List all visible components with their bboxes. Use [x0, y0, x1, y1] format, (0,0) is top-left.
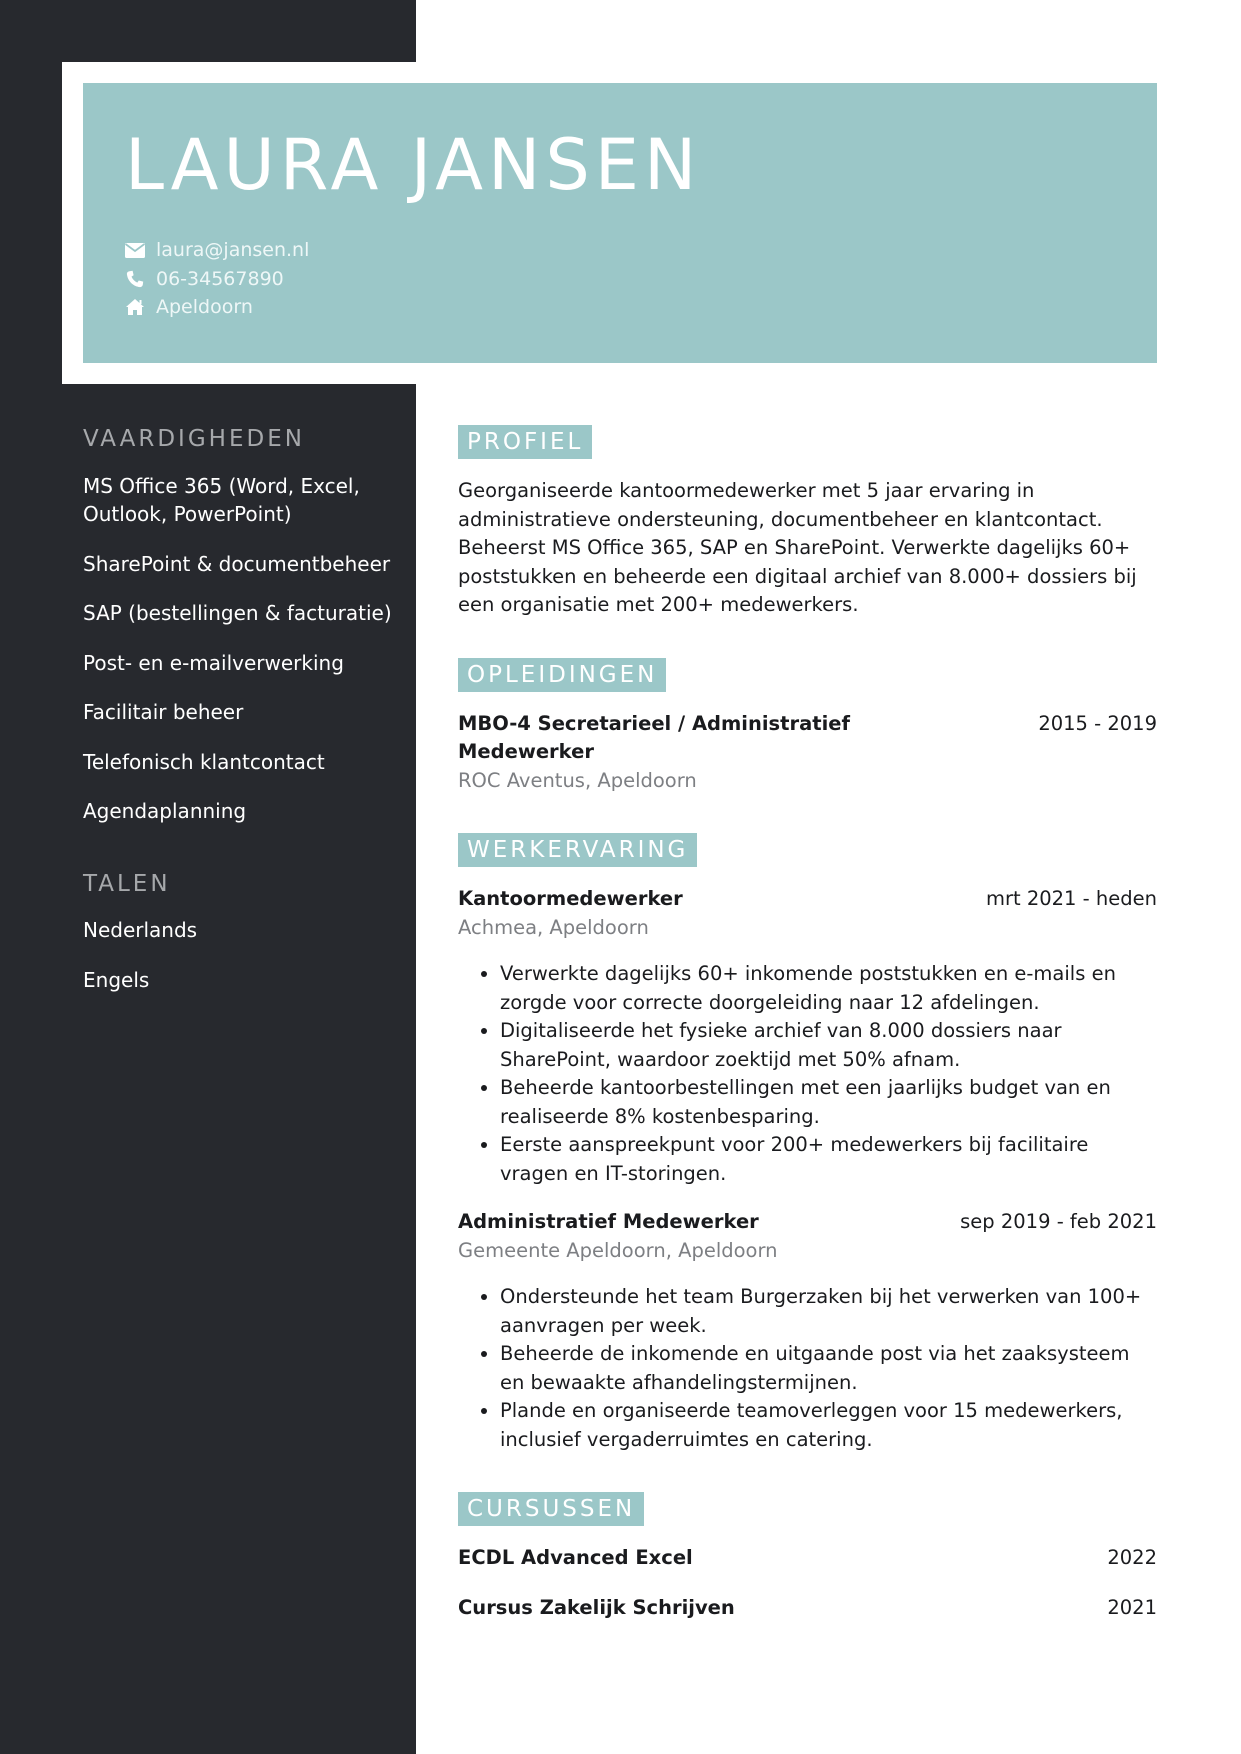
course-entry [458, 1544, 1157, 1573]
job-bullet: • Plande en organiseerde teamoverleggen voor 15 medewerkers, inclusief vergaderruimtes en catering. [500, 1397, 1157, 1454]
profile-section [458, 425, 1157, 620]
skill-item: SAP (bestellingen & facturatie) [83, 601, 392, 626]
education-heading: OPLEIDINGEN [458, 658, 666, 692]
courses-section [458, 1492, 1157, 1622]
main-content [458, 425, 1157, 1622]
job-company: Gemeente Apeldoorn, Apeldoorn [458, 1238, 778, 1262]
contact-email-text[interactable]: laura@jansen.nl [156, 239, 310, 262]
contact-location-text: Apeldoorn [156, 296, 253, 319]
languages-heading: TALEN [83, 870, 171, 897]
contact-location [124, 293, 309, 322]
job-date: sep 2019 - feb 2021 [960, 1210, 1157, 1233]
language-item: Engels [83, 967, 150, 992]
education-title: MBO-4 Secretarieel / Administratief Medewerker [458, 711, 850, 763]
profile-heading: PROFIEL [458, 425, 592, 459]
envelope-icon [124, 240, 146, 260]
job-bullets [458, 1283, 1157, 1454]
course-title: Cursus Zakelijk Schrijven [458, 1595, 735, 1619]
job-title: Kantoormedewerker [458, 887, 683, 910]
job-bullet: • Ondersteunde het team Burgerzaken bij het verwerken van 100+ aanvragen per week. [500, 1283, 1157, 1340]
job-company: Achmea, Apeldoorn [458, 915, 649, 939]
education-entry-header [458, 710, 1157, 767]
course-date: 2021 [1107, 1595, 1157, 1619]
skill-item: Facilitair beheer [83, 700, 244, 725]
phone-icon [124, 269, 146, 289]
experience-entry-header [458, 1208, 1157, 1237]
education-section [458, 658, 1157, 796]
contact-list [124, 236, 309, 322]
contact-email [124, 236, 309, 265]
education-institution: ROC Aventus, Apeldoorn [458, 768, 697, 792]
skill-item: SharePoint & documentbeheer [83, 551, 391, 576]
header [83, 83, 1157, 363]
experience-entry [458, 1208, 1157, 1454]
education-entry [458, 710, 1157, 796]
contact-phone-text[interactable]: 06-34567890 [156, 267, 284, 290]
experience-section [458, 833, 1157, 1454]
job-date: mrt 2021 - heden [985, 887, 1157, 910]
home-icon [124, 297, 146, 317]
profile-text: Georganiseerde kantoormedewerker met 5 jaar ervaring in administratieve ondersteuning, documentbeheer en klantcontact. Beheerst MS Office 365, SAP en SharePoint. Verwerkte dagelijks 60+ poststukken en beheerde een digitaal archief van 8.000+ dossiers bij een organisatie met 200+ medewerkers. [458, 479, 1137, 616]
job-bullets [458, 960, 1157, 1188]
sidebar-content [83, 426, 393, 1015]
job-bullet: • Verwerkte dagelijks 60+ inkomende poststukken en e-mails en zorgde voor correcte doorgeleiding naar 12 afdelingen. [500, 960, 1157, 1017]
job-bullet: • Digitaliseerde het fysieke archief van 8.000 dossiers naar SharePoint, waardoor zoektijd met 50% afnam. [500, 1017, 1157, 1074]
courses-heading: CURSUSSEN [458, 1492, 644, 1526]
contact-phone [124, 265, 309, 294]
skill-item: Agendaplanning [83, 799, 247, 824]
course-entry [458, 1594, 1157, 1623]
skill-item: MS Office 365 (Word, Excel, Outlook, PowerPoint) [83, 473, 360, 527]
experience-heading: WERKERVARING [458, 833, 697, 867]
skill-item: Telefonisch klantcontact [83, 749, 325, 774]
language-item: Nederlands [83, 918, 198, 943]
education-date: 2015 - 2019 [1038, 711, 1157, 735]
skill-item: Post- en e-mailverwerking [83, 650, 344, 675]
experience-entry-header [458, 885, 1157, 914]
job-bullet: • Beheerde kantoorbestellingen met een jaarlijks budget van en realiseerde 8% kostenbesparing. [500, 1074, 1157, 1131]
job-bullet: • Beheerde de inkomende en uitgaande post via het zaaksysteem en bewaakte afhandelingstermijnen. [500, 1340, 1157, 1397]
candidate-name: LAURA JANSEN [125, 124, 702, 206]
course-title: ECDL Advanced Excel [458, 1546, 693, 1569]
course-date: 2022 [1107, 1546, 1157, 1569]
experience-entry [458, 885, 1157, 1188]
job-bullet: • Eerste aanspreekpunt voor 200+ medewerkers bij facilitaire vragen en IT-storingen. [500, 1131, 1157, 1188]
skills-heading: VAARDIGHEDEN [83, 426, 305, 452]
job-title: Administratief Medewerker [458, 1210, 759, 1233]
